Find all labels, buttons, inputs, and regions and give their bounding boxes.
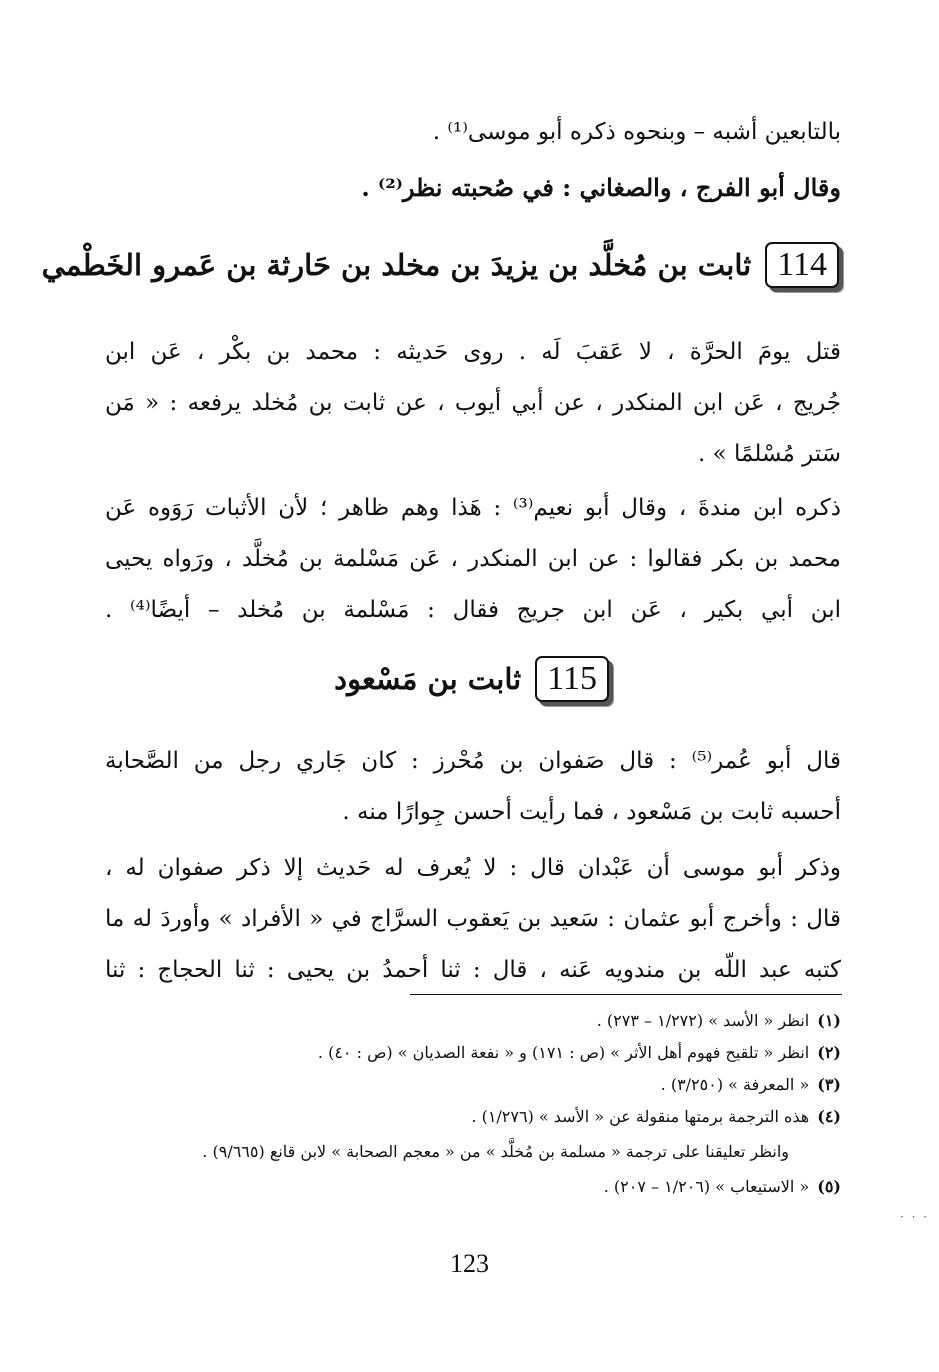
- footnote-text: وانظر تعليقنا على ترجمة « مسلمة بن مُخلَّد » من « معجم الصحابة » لابن قانع (٩/٦٦٥) .: [202, 1142, 789, 1161]
- footnote-text: « المعرفة » (٣/٢٥٠) .: [660, 1075, 810, 1094]
- text-line: قال أبو عُمر⁽⁵⁾ : قال صَفوان بن مُحْرز : كان جَاري رجل من الصَّحابة: [105, 748, 841, 774]
- footnote-mark: (١): [817, 1011, 841, 1030]
- text-line: سَتر مُسْلمًا » .: [698, 441, 841, 467]
- text-line: وقال أبو الفرج ، والصغاني : في صُحبته نظر⁽²⁾ .: [361, 173, 841, 202]
- footnote-text: « الاستيعاب » (١/٢٠٦ – ٢٠٧) .: [603, 1177, 810, 1196]
- text-line: ابن أبي بكير ، عَن ابن جريج فقال : مَسْلمة بن مُخلد – أيضًا⁽⁴⁾ .: [105, 597, 841, 623]
- footnote-mark: (٥): [817, 1177, 841, 1196]
- entry-heading-114: [42, 242, 839, 288]
- text-line: ذكره ابن مندةَ ، وقال أبو نعيم⁽³⁾ : هَذا وهم ظاهر ؛ لأن الأثبات رَوَوه عَن: [105, 495, 841, 521]
- footnote: [105, 1042, 841, 1064]
- text-line: وذكر أبو موسى أن عَبْدان قال : لا يُعرف له حَديث إلا ذكر صفوان له ،: [105, 855, 841, 881]
- entry-title: ثابت بن مَسْعود: [334, 662, 522, 696]
- text-line: قال : وأخرج أبو عثمان : سَعيد بن يَعقوب السرَّاج في « الأفراد » وأوردَ له ما: [105, 906, 841, 932]
- footnote-text: هذه الترجمة برمتها منقولة عن « الأسد » (١/٢٧٦) .: [471, 1107, 810, 1126]
- text-line: كتبه عبد اللّه بن مندويه عَنه ، قال : ثنا أحمدُ بن يحيى : ثنا الحجاج : ثنا: [105, 957, 841, 983]
- entry-heading-115: [334, 656, 609, 702]
- footnote: [105, 1106, 841, 1128]
- footnote-text: انظر « تلقيح فهوم أهل الأثر » (ص : ١٧١) و « نفعة الصديان » (ص : ٤٠) .: [317, 1043, 810, 1062]
- text-line: جُريج ، عَن ابن المنكدر ، عن أبي أيوب ، عن ثابت بن مُخلد يرفعه : « مَن: [105, 390, 841, 416]
- footnote-text: انظر « الأسد » (١/٢٧٢ – ٢٧٣) .: [596, 1011, 810, 1030]
- scan-artifact-dots: · · ·: [900, 1210, 930, 1224]
- footnote: [105, 1176, 841, 1198]
- footnote: [105, 1074, 841, 1096]
- text-line: أحسبه ثابت بن مَسْعود ، فما رأيت أحسن جِوارًا منه .: [342, 799, 841, 825]
- footnote-separator: [410, 994, 842, 995]
- footnote-mark: (٤): [817, 1107, 841, 1126]
- footnote-mark: (٢): [817, 1043, 841, 1062]
- footnote: [89, 1141, 789, 1163]
- footnote: [105, 1010, 841, 1032]
- page-number: 123: [450, 1249, 489, 1278]
- entry-number-box: 115: [535, 656, 609, 702]
- text-line: بالتابعين أشبه – وبنحوه ذكره أبو موسى⁽¹⁾ .: [432, 119, 841, 145]
- text-line: قتل يومَ الحرَّة ، لا عَقبَ لَه . روى حَديثه : محمد بن بكْر ، عَن ابن: [105, 339, 841, 365]
- footnote-mark: (٣): [817, 1075, 841, 1094]
- text-line: محمد بن بكر فقالوا : عن ابن المنكدر ، عَن مَسْلمة بن مُخلَّد ، ورَواه يحيى: [105, 546, 841, 572]
- entry-number-box: 114: [765, 242, 839, 288]
- entry-title: ثابت بن مُخلَّد بن يزيدَ بن مخلد بن حَارثة بن عَمرو الخَطْمي: [41, 248, 752, 282]
